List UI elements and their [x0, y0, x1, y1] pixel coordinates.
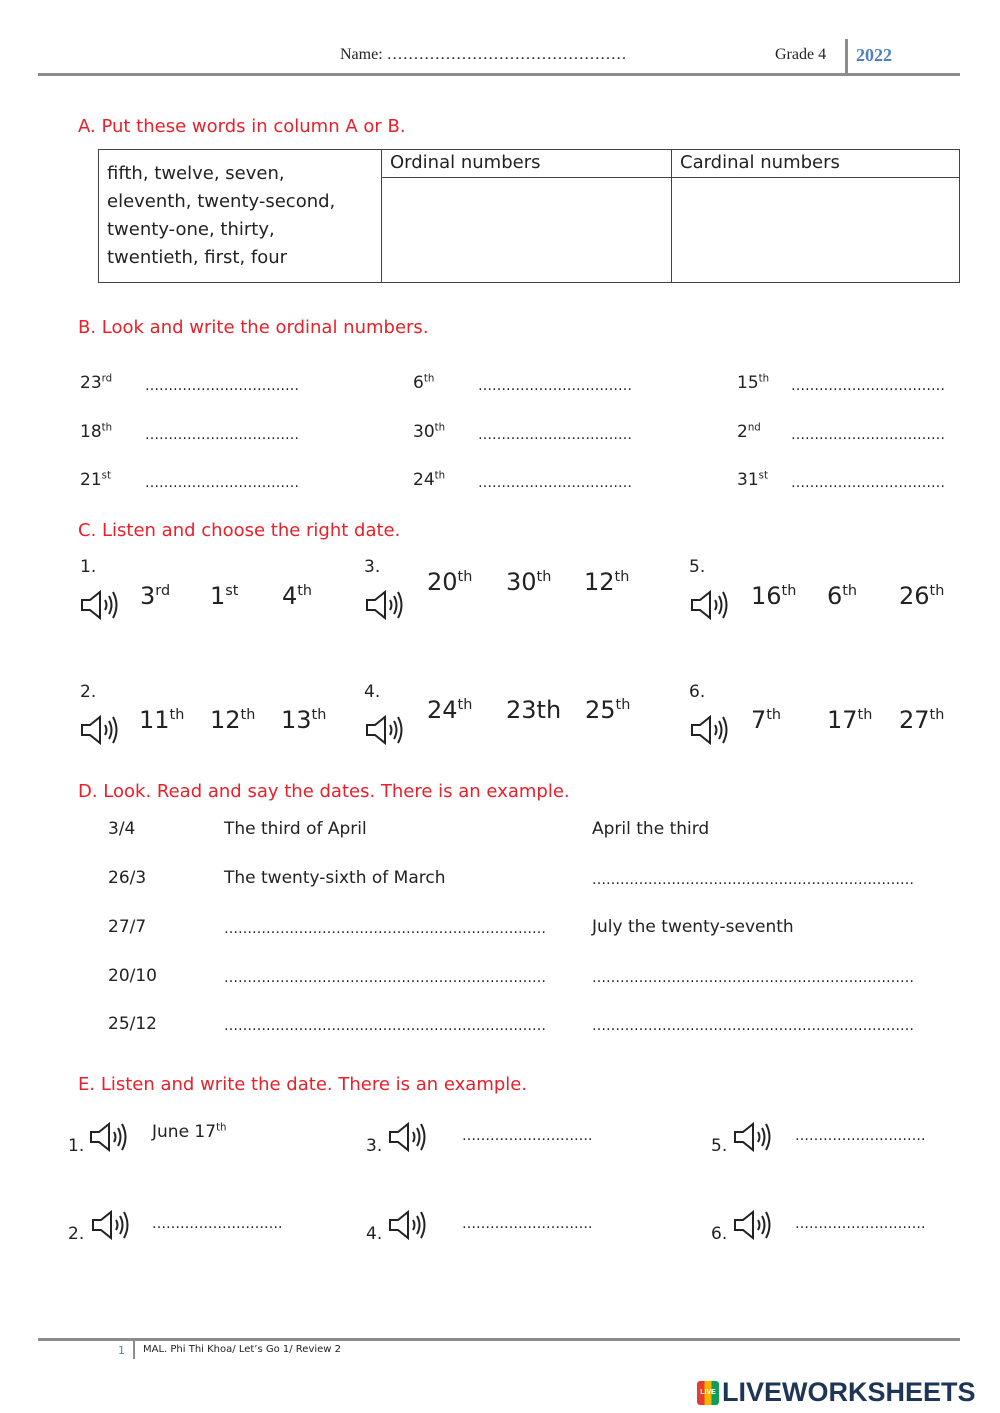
- question-number: 6.: [689, 682, 706, 702]
- date-option[interactable]: 24th: [427, 696, 473, 724]
- ordinal-item: 15th: [737, 373, 770, 393]
- speaker-icon[interactable]: [690, 714, 730, 746]
- ordinal-blank[interactable]: ……………………………: [478, 427, 632, 443]
- ordinal-item: 30th: [413, 422, 446, 442]
- speaker-icon[interactable]: [388, 1121, 428, 1153]
- name-label: Name: ………………………………………: [340, 46, 627, 63]
- ordinal-blank[interactable]: ……………………………: [791, 475, 945, 491]
- header-divider: [845, 39, 848, 75]
- word-line: twenty-one, thirty,: [107, 219, 275, 240]
- question-number: 4.: [364, 682, 381, 702]
- date-option[interactable]: 30th: [506, 568, 552, 596]
- answer-blank[interactable]: ……………………….: [795, 1216, 926, 1232]
- date-numeric: 3/4: [108, 819, 136, 839]
- date-alt-blank[interactable]: ……………………………………………………………: [592, 970, 914, 986]
- question-number: 6.: [711, 1224, 728, 1244]
- word-line: twentieth, first, four: [107, 247, 288, 268]
- date-numeric: 26/3: [108, 868, 147, 888]
- cardinal-answer-cell[interactable]: [672, 178, 960, 283]
- answer-blank[interactable]: ……………………….: [795, 1128, 926, 1144]
- date-option[interactable]: 26th: [899, 582, 945, 610]
- date-long-blank[interactable]: ……………………………………………………………: [224, 970, 546, 986]
- header-rule: [38, 73, 960, 76]
- date-numeric: 27/7: [108, 917, 147, 937]
- date-numeric: 25/12: [108, 1014, 157, 1034]
- question-number: 1.: [68, 1136, 85, 1156]
- answer-blank[interactable]: ……………………….: [152, 1216, 283, 1232]
- ordinal-item: 6th: [413, 373, 435, 393]
- section-a-title: A. Put these words in column A or B.: [78, 116, 406, 137]
- ordinal-item: 23rd: [80, 373, 113, 393]
- footer-divider: [133, 1341, 135, 1359]
- speaker-icon[interactable]: [733, 1209, 773, 1241]
- date-option[interactable]: 27th: [899, 706, 945, 734]
- ordinal-blank[interactable]: ……………………………: [791, 378, 945, 394]
- date-alt-form: April the third: [592, 819, 710, 839]
- date-option[interactable]: 20th: [427, 568, 473, 596]
- ordinal-item: 2nd: [737, 422, 761, 442]
- date-option[interactable]: 16th: [751, 582, 797, 610]
- year-label: 2022: [856, 45, 892, 65]
- question-number: 1.: [80, 557, 97, 577]
- date-option[interactable]: 7th: [751, 706, 782, 734]
- liveworksheets-logo: [697, 1378, 993, 1408]
- question-number: 3.: [366, 1136, 383, 1156]
- date-option[interactable]: 25th: [585, 696, 631, 724]
- answer-blank[interactable]: ……………………….: [462, 1128, 593, 1144]
- ordinal-item: 18th: [80, 422, 113, 442]
- question-number: 2.: [68, 1224, 85, 1244]
- word-line: eleventh, twenty-second,: [107, 191, 336, 212]
- ordinal-blank[interactable]: ……………………………: [145, 427, 299, 443]
- speaker-icon[interactable]: [91, 1209, 131, 1241]
- date-option[interactable]: 11th: [139, 706, 185, 734]
- date-option[interactable]: 1st: [210, 582, 239, 610]
- section-b-title: B. Look and write the ordinal numbers.: [78, 317, 429, 338]
- ordinal-blank[interactable]: ……………………………: [145, 378, 299, 394]
- grade-label: Grade 4: [775, 46, 827, 63]
- footer-text: MAL. Phi Thi Khoa/ Let’s Go 1/ Review 2: [143, 1344, 342, 1355]
- ordinal-item: 31st: [737, 470, 768, 490]
- speaker-icon[interactable]: [89, 1121, 129, 1153]
- date-long-form: The third of April: [224, 819, 367, 839]
- page-number: 1: [118, 1344, 125, 1357]
- date-option[interactable]: 23th: [506, 696, 562, 724]
- date-alt-blank[interactable]: ……………………………………………………………: [592, 1018, 914, 1034]
- date-long-form: The twenty-sixth of March: [224, 868, 446, 888]
- ordinal-item: 21st: [80, 470, 111, 490]
- date-alt-form: July the twenty-seventh: [592, 917, 794, 937]
- date-option[interactable]: 3rd: [140, 582, 171, 610]
- date-alt-blank[interactable]: ……………………………………………………………: [592, 872, 914, 888]
- ordinal-blank[interactable]: ……………………………: [791, 427, 945, 443]
- question-number: 5.: [689, 557, 706, 577]
- ordinal-answer-cell[interactable]: [382, 178, 672, 283]
- date-option[interactable]: 6th: [827, 582, 858, 610]
- question-number: 4.: [366, 1224, 383, 1244]
- logo-badge-icon: LIVE: [697, 1381, 719, 1405]
- speaker-icon[interactable]: [733, 1121, 773, 1153]
- speaker-icon[interactable]: [690, 589, 730, 621]
- date-long-blank[interactable]: ……………………………………………………………: [224, 1018, 546, 1034]
- section-c-title: C. Listen and choose the right date.: [78, 520, 401, 541]
- footer-rule: [38, 1338, 960, 1341]
- ordinal-header: Ordinal numbers: [382, 150, 672, 178]
- word-list-cell: [99, 150, 382, 283]
- speaker-icon[interactable]: [80, 589, 120, 621]
- date-option[interactable]: 4th: [282, 582, 313, 610]
- example-answer: June 17th: [152, 1122, 227, 1142]
- question-number: 2.: [80, 682, 97, 702]
- ordinal-blank[interactable]: ……………………………: [145, 475, 299, 491]
- answer-blank[interactable]: ……………………….: [462, 1216, 593, 1232]
- ordinal-blank[interactable]: ……………………………: [478, 475, 632, 491]
- date-option[interactable]: 12th: [210, 706, 256, 734]
- cardinal-header: Cardinal numbers: [672, 150, 960, 178]
- speaker-icon[interactable]: [365, 714, 405, 746]
- date-option[interactable]: 13th: [281, 706, 327, 734]
- word-line: fifth, twelve, seven,: [107, 163, 285, 184]
- date-option[interactable]: 17th: [827, 706, 873, 734]
- ordinal-item: 24th: [413, 470, 446, 490]
- date-option[interactable]: 12th: [584, 568, 630, 596]
- words-table: [98, 149, 960, 283]
- section-e-title: E. Listen and write the date. There is an example.: [78, 1074, 528, 1095]
- logo-wordmark: LIVEWORKSHEETS: [722, 1377, 976, 1407]
- question-number: 3.: [364, 557, 381, 577]
- date-long-blank[interactable]: ……………………………………………………………: [224, 921, 546, 937]
- section-d-title: D. Look. Read and say the dates. There is an example.: [78, 781, 570, 802]
- ordinal-blank[interactable]: ……………………………: [478, 378, 632, 394]
- speaker-icon[interactable]: [388, 1209, 428, 1241]
- speaker-icon[interactable]: [365, 589, 405, 621]
- question-number: 5.: [711, 1136, 728, 1156]
- date-numeric: 20/10: [108, 966, 157, 986]
- speaker-icon[interactable]: [80, 714, 120, 746]
